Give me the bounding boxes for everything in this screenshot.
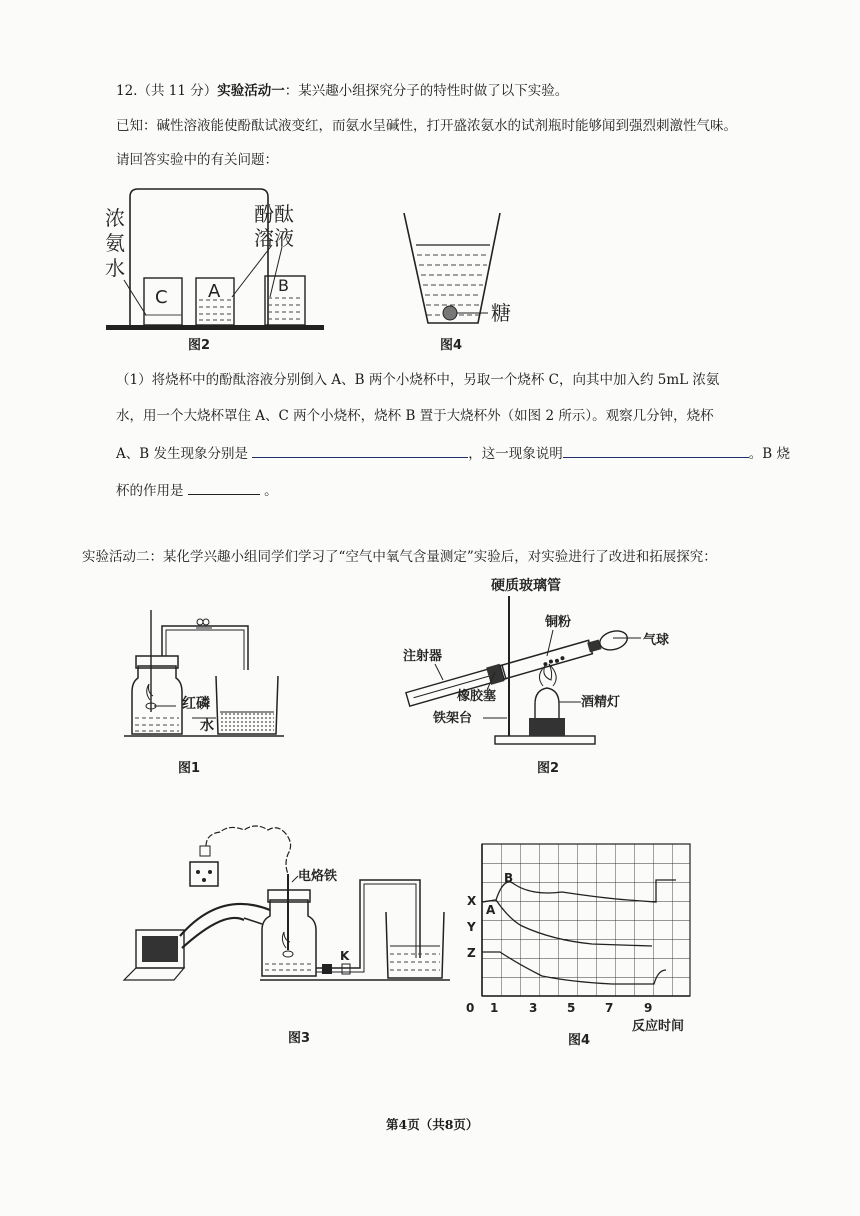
red-phosphorus-label: 红磷 bbox=[182, 696, 210, 712]
beaker-a-label: A bbox=[208, 281, 221, 302]
y-label-x: X bbox=[467, 894, 477, 908]
fig3-caption: 图3 bbox=[288, 1031, 311, 1046]
red-phosphorus-figure bbox=[120, 600, 290, 780]
x-axis-title: 反应时间 bbox=[632, 1019, 685, 1034]
part1-line1: （1）将烧杯中的酚酞溶液分别倒入 A、B 两个小烧杯中，另取一个烧杯 C，向其中加入约 5mL 浓氨 bbox=[116, 372, 720, 388]
iron-stand-label: 铁架台 bbox=[433, 711, 473, 726]
x-tick-1: 1 bbox=[490, 1001, 499, 1015]
answer-blank-beaker-b-role[interactable] bbox=[188, 480, 260, 495]
question-header bbox=[116, 82, 568, 100]
fig2-caption: 图2 bbox=[537, 761, 560, 776]
top-left-caption: 图2 bbox=[188, 338, 211, 353]
x-tick-7: 7 bbox=[605, 1001, 614, 1015]
activity-one-intro: ：某兴趣小组探究分子的特性时做了以下实验。 bbox=[284, 83, 569, 99]
reaction-time-graph bbox=[462, 840, 697, 1055]
part1-line4-end: 。 bbox=[264, 483, 278, 499]
rubber-stopper-label: 橡胶塞 bbox=[457, 689, 497, 704]
page-footer: 第4页（共8页） bbox=[386, 1117, 479, 1132]
fig4-caption: 图4 bbox=[568, 1033, 591, 1048]
soldering-iron-figure bbox=[120, 820, 460, 1050]
phenolphthalein-label-2: 溶液 bbox=[254, 226, 294, 250]
known-info: 已知：碱性溶液能使酚酞试液变红，而氨水呈碱性，打开盛浓氨水的试剂瓶时能够闻到强烈刺激性气味。 bbox=[116, 118, 737, 134]
x-tick-3: 3 bbox=[529, 1001, 538, 1015]
part1-line3-middle: ，这一现象说明 bbox=[468, 446, 563, 462]
point-b-label: B bbox=[504, 871, 514, 885]
activity-two-text: 实验活动二：某化学兴趣小组同学们学习了“空气中氧气含量测定”实验后，对实验进行了改进和拓展探究： bbox=[82, 549, 717, 565]
y-label-z: Z bbox=[467, 946, 476, 960]
soldering-iron-label: 电烙铁 bbox=[298, 869, 338, 884]
part1-line3-end: 。B 烧 bbox=[748, 446, 790, 462]
ammonia-label-2: 氨 bbox=[105, 231, 125, 255]
part1-line3 bbox=[116, 443, 790, 463]
water-label: 水 bbox=[200, 718, 214, 734]
part1-line3-start: A、B 发生现象分别是 bbox=[116, 446, 248, 462]
hard-glass-tube-label: 硬质玻璃管 bbox=[491, 578, 561, 594]
ammonia-diffusion-figure bbox=[100, 185, 330, 360]
copper-tube-figure bbox=[395, 572, 695, 782]
top-right-caption: 图4 bbox=[440, 338, 463, 353]
valve-k-label: K bbox=[340, 949, 350, 963]
ammonia-label-1: 浓 bbox=[105, 206, 125, 230]
phenolphthalein-label-1: 酚酞 bbox=[254, 202, 294, 226]
x-tick-9: 9 bbox=[644, 1001, 653, 1015]
beaker-c-label: C bbox=[155, 287, 168, 308]
part1-line2: 水，用一个大烧杯罩住 A、C 两个小烧杯，烧杯 B 置于大烧杯外（如图 2 所示）。观察几分钟，烧杯 bbox=[116, 408, 714, 424]
y-label-y: Y bbox=[467, 920, 476, 934]
sugar-label: 糖 bbox=[491, 301, 511, 325]
x-tick-5: 5 bbox=[567, 1001, 576, 1015]
point-a-label: A bbox=[486, 903, 496, 917]
alcohol-lamp-label: 酒精灯 bbox=[581, 695, 621, 710]
question-number: 12.（共 11 分） bbox=[116, 83, 218, 99]
answer-blank-explanation[interactable] bbox=[563, 443, 749, 458]
prompt-text: 请回答实验中的有关问题： bbox=[116, 152, 278, 168]
copper-powder-label: 铜粉 bbox=[545, 615, 572, 630]
syringe-label: 注射器 bbox=[403, 649, 443, 664]
ammonia-label-3: 水 bbox=[105, 256, 125, 280]
answer-blank-phenomenon[interactable] bbox=[252, 443, 468, 458]
activity-one-title: 实验活动一 bbox=[217, 83, 285, 99]
beaker-b-label: B bbox=[278, 276, 289, 295]
part1-line4 bbox=[116, 480, 278, 500]
fig1-caption: 图1 bbox=[178, 761, 201, 776]
balloon-label: 气球 bbox=[643, 633, 670, 648]
part1-line4-start: 杯的作用是 bbox=[116, 483, 184, 499]
sugar-beaker-figure bbox=[396, 205, 536, 355]
x-tick-0: 0 bbox=[466, 1001, 475, 1015]
